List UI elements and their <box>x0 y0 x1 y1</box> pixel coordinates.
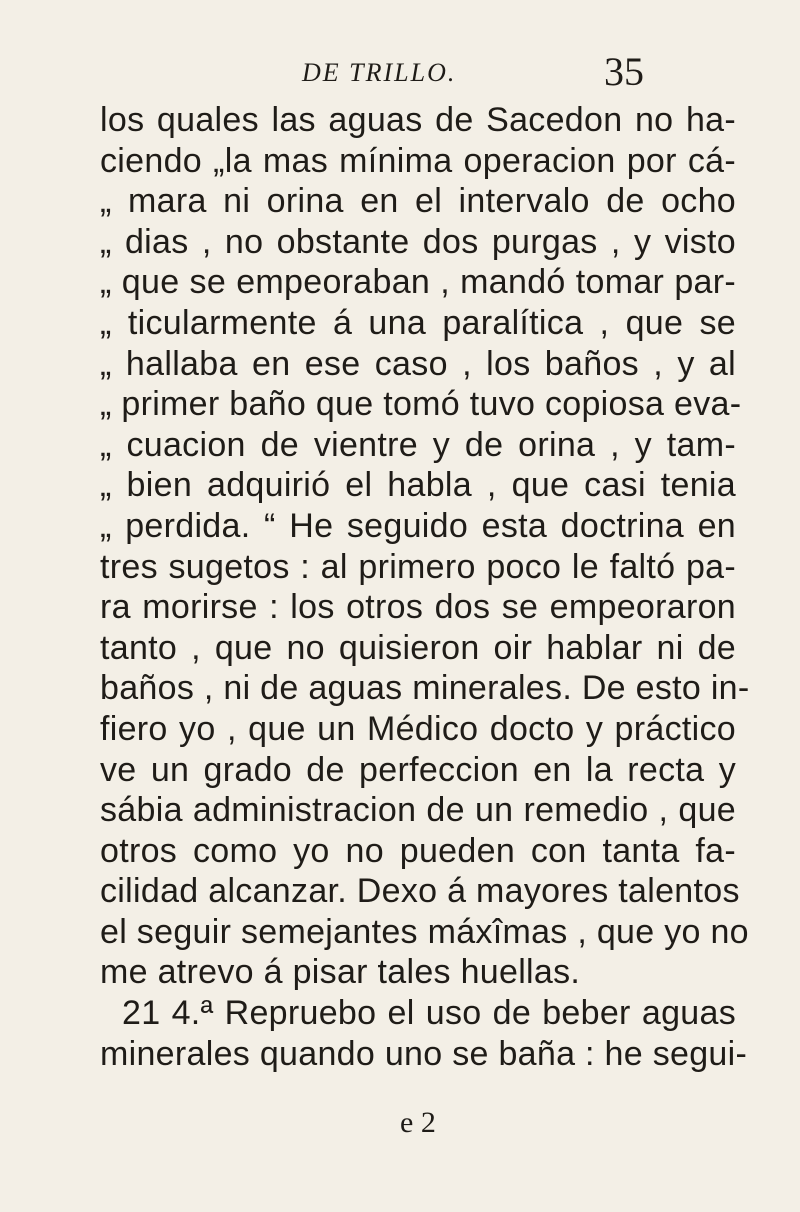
page-header <box>0 49 800 102</box>
text-line: „ hallaba en ese caso , los baños , y al <box>100 344 736 383</box>
text-line: los quales las aguas de Sacedon no ha- <box>100 101 736 139</box>
text-line: „ mara ni orina en el intervalo de ocho <box>100 182 736 221</box>
page-number: 35 <box>604 49 644 94</box>
text-line: ciendo „la mas mínima operacion por cá- <box>100 141 736 180</box>
text-line: me atrevo á pisar tales huellas. <box>100 953 581 992</box>
text-line: 21 4.ª Repruebo el uso de beber aguas <box>122 994 736 1033</box>
text-line: „ perdida. “ He seguido esta doctrina en <box>100 506 736 545</box>
text-line: fiero yo , que un Médico docto y práctico <box>100 709 736 748</box>
text-line: ra morirse : los otros dos se empeoraron <box>100 588 736 627</box>
signature-mark: e 2 <box>400 1106 436 1139</box>
text-line: el seguir semejantes máxîmas , que yo no <box>100 912 749 951</box>
text-line: „ dias , no obstante dos purgas , y visto <box>100 222 736 261</box>
text-line: cilidad alcanzar. Dexo á mayores talentos <box>100 872 740 911</box>
text-line: baños , ni de aguas minerales. De esto in- <box>100 669 750 708</box>
text-line: „ primer baño que tomó tuvo copiosa eva- <box>100 385 742 424</box>
text-line: tres sugetos : al primero poco le faltó pa- <box>100 547 736 586</box>
text-line: „ ticularmente á una paralítica , que se <box>100 303 736 342</box>
text-line: „ cuacion de vientre y de orina , y tam- <box>100 425 736 464</box>
text-line: „ bien adquirió el habla , que casi tenia <box>100 466 736 505</box>
text-line: tanto , que no quisieron oir hablar ni de <box>100 628 736 667</box>
text-line: „ que se empeoraban , mandó tomar par- <box>100 263 736 302</box>
text-line: sábia administracion de un remedio , que <box>100 791 736 830</box>
text-line: ve un grado de perfeccion en la recta y <box>100 750 736 789</box>
running-head: DE TRILLO. <box>302 58 457 87</box>
body-text <box>100 100 750 1074</box>
text-line: otros como yo no pueden con tanta fa- <box>100 831 736 870</box>
text-line: minerales quando uno se baña : he segui- <box>100 1034 748 1073</box>
